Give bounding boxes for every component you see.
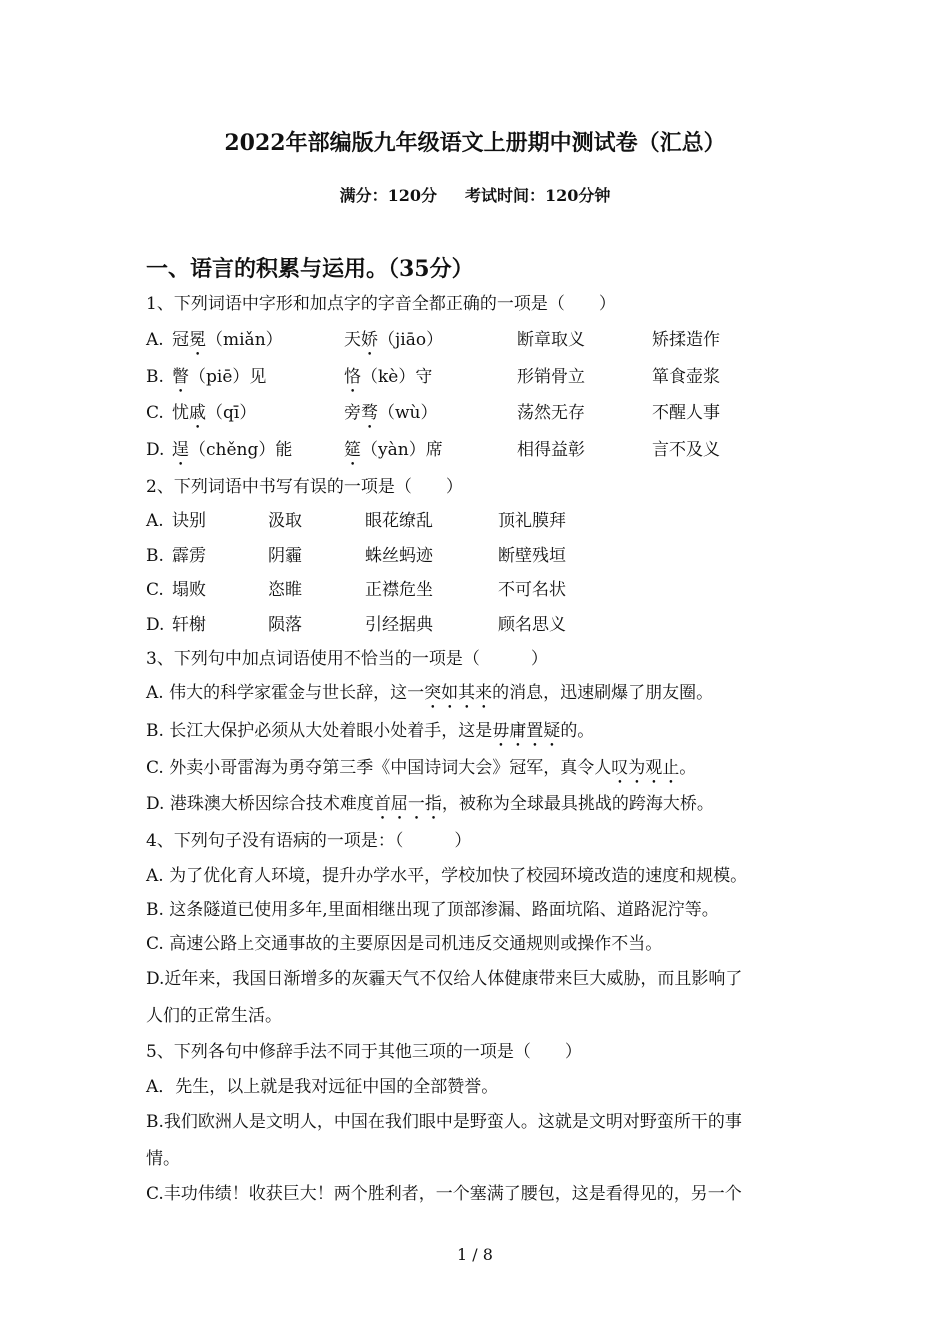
q1-b-word4: 箪食壶浆 xyxy=(652,367,720,387)
q3-option-b: B. 长江大保护必须从大处着眼小处着手，这是毋庸置疑的。 xyxy=(146,721,595,741)
question-3-stem: 3、下列句中加点词语使用不恰当的一项是（ ） xyxy=(146,649,548,669)
section-heading: 一、语言的积累与运用。（35分） xyxy=(146,256,474,282)
q5-option-b-line1: B.我们欧洲人是文明人，中国在我们眼中是野蛮人。这就是文明对野蛮所干的事 xyxy=(146,1112,742,1132)
q2-d-word3: 引经据典 xyxy=(365,615,433,635)
question-2-stem: 2、下列词语中书写有误的一项是（ ） xyxy=(146,477,463,497)
option-label: B. xyxy=(146,367,164,387)
q2-c-word2: 恣睢 xyxy=(268,580,302,600)
q5-option-c-line1: C.丰功伟绩！收获巨大！两个胜利者，一个塞满了腰包，这是看得见的，另一个 xyxy=(146,1184,742,1204)
q1-c-word2: 旁骛（wù） xyxy=(344,403,438,423)
option-label: C. xyxy=(146,580,164,600)
q2-b-word4: 断壁残垣 xyxy=(498,546,566,566)
q1-d-word4: 言不及义 xyxy=(652,440,720,460)
page-number: 1 / 8 xyxy=(457,1245,493,1264)
q3-option-c: C. 外卖小哥雷海为勇夺第三季《中国诗词大会》冠军，真令人叹为观止。 xyxy=(146,758,697,778)
q1-b-word3: 形销骨立 xyxy=(517,367,585,387)
q1-a-word3: 断章取义 xyxy=(517,330,585,350)
q1-d-word2: 筵（yàn）席 xyxy=(344,440,443,460)
q4-option-d-line1: D.近年来，我国日渐增多的灰霾天气不仅给人体健康带来巨大威胁，而且影响了 xyxy=(146,969,743,989)
q4-option-a: A. 为了优化育人环境，提升办学水平，学校加快了校园环境改造的速度和规模。 xyxy=(146,866,748,886)
q1-a-word2: 天娇（jiāo） xyxy=(344,330,444,350)
q3-option-d: D. 港珠澳大桥因综合技术难度首屈一指，被称为全球最具挑战的跨海大桥。 xyxy=(146,794,714,814)
full-marks: 满分：120分 xyxy=(339,186,437,205)
q2-b-word3: 蛛丝蚂迹 xyxy=(365,546,433,566)
question-5-stem: 5、下列各句中修辞手法不同于其他三项的一项是（ ） xyxy=(146,1042,582,1062)
option-label: A. xyxy=(146,511,164,531)
q2-d-word1: 轩榭 xyxy=(172,615,206,635)
exam-time: 考试时间：120分钟 xyxy=(465,186,611,205)
q5-option-b-line2: 情。 xyxy=(146,1149,180,1169)
q1-c-word1: 忧戚（qī） xyxy=(172,403,257,423)
q2-b-word2: 阴霾 xyxy=(268,546,302,566)
option-label: C. xyxy=(146,403,164,423)
q1-d-word1: 逞（chěng）能 xyxy=(172,440,293,460)
q1-c-word4: 不醒人事 xyxy=(652,403,720,423)
q2-d-word2: 陨落 xyxy=(268,615,302,635)
option-label: A. xyxy=(146,330,164,350)
q2-c-word4: 不可名状 xyxy=(498,580,566,600)
q2-c-word3: 正襟危坐 xyxy=(365,580,433,600)
q1-d-word3: 相得益彰 xyxy=(517,440,585,460)
option-label: B. xyxy=(146,546,164,566)
page-title: 2022年部编版九年级语文上册期中测试卷（汇总） xyxy=(224,130,726,156)
q1-b-word1: 瞥（piē）见 xyxy=(172,367,267,387)
q4-option-b: B. 这条隧道已使用多年,里面相继出现了顶部渗漏、路面坑陷、道路泥泞等。 xyxy=(146,900,719,920)
q1-c-word3: 荡然无存 xyxy=(517,403,585,423)
q2-a-word2: 汲取 xyxy=(268,511,302,531)
q2-a-word4: 顶礼膜拜 xyxy=(498,511,566,531)
q1-a-word1: 冠冕（miǎn） xyxy=(172,330,283,350)
option-label: D. xyxy=(146,615,165,635)
q2-a-word3: 眼花缭乱 xyxy=(365,511,433,531)
q2-b-word1: 霹雳 xyxy=(172,546,206,566)
q4-option-c: C. 高速公路上交通事故的主要原因是司机违反交通规则或操作不当。 xyxy=(146,934,663,954)
q2-c-word1: 塌败 xyxy=(172,580,206,600)
option-label: D. xyxy=(146,440,165,460)
q3-option-a: A. 伟大的科学家霍金与世长辞，这一突如其来的消息，迅速刷爆了朋友圈。 xyxy=(146,683,714,703)
q4-option-d-line2: 人们的正常生活。 xyxy=(146,1006,282,1026)
q2-a-word1: 诀别 xyxy=(172,511,206,531)
question-4-stem: 4、下列句子没有语病的一项是：（ ） xyxy=(146,831,472,851)
q1-a-word4: 矫揉造作 xyxy=(652,330,720,350)
exam-info xyxy=(0,184,950,208)
q1-b-word2: 恪（kè）守 xyxy=(344,367,433,387)
q5-option-a: A．先生，以上就是我对远征中国的全部赞誉。 xyxy=(146,1077,499,1097)
q2-d-word4: 顾名思义 xyxy=(498,615,566,635)
question-1-stem: 1、下列词语中字形和加点字的字音全都正确的一项是（ ） xyxy=(146,294,616,314)
